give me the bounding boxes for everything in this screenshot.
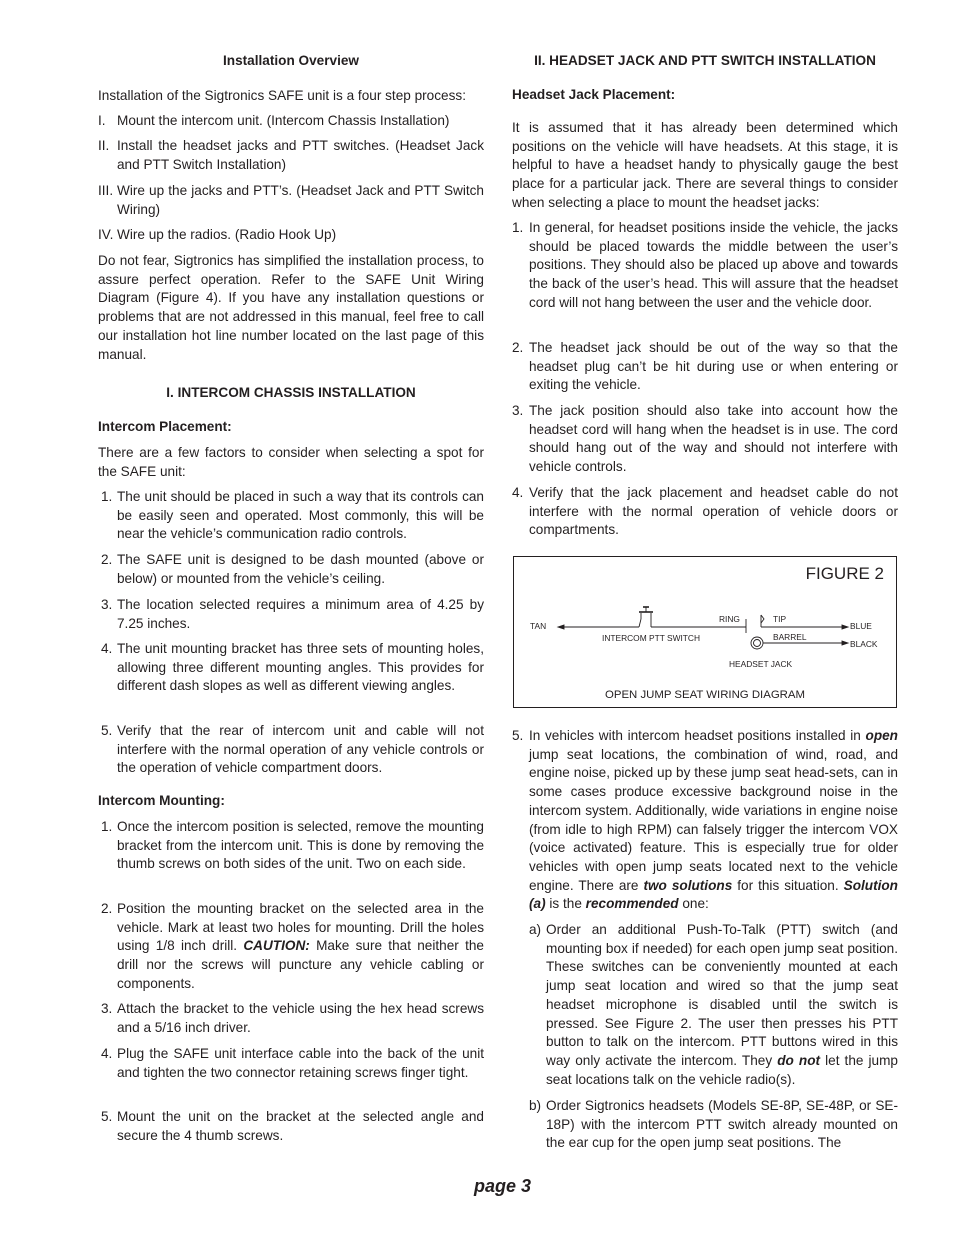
overview-step: II. Install the headset jacks and PTT switches. (Headset Jack and PTT Switch Installation) bbox=[98, 138, 484, 172]
figure-caption: OPEN JUMP SEAT WIRING DIAGRAM bbox=[605, 689, 805, 701]
blue-arrow bbox=[842, 625, 848, 629]
placement-item: 4. The unit mounting bracket has three sets of mounting holes, allowing three different mounting angles. This provides for different dash slopes as well as different viewing angles. bbox=[101, 641, 484, 694]
tip-spring bbox=[761, 615, 764, 623]
placement-heading: Intercom Placement: bbox=[98, 419, 232, 434]
overview-closing: Do not fear, Sigtronics has simplified the installation process, to assure perfect operation. Refer to the SAFE Unit Wiring Diagram (Figure 4). If you have any installation questions or problems that are not addressed in this manual, feel free to call our installation hot line number located on the last page of this manual. bbox=[98, 253, 484, 362]
chassis-heading: I. INTERCOM CHASSIS INSTALLATION bbox=[166, 385, 416, 400]
solution-a-item: a) Order an additional Push-To-Talk (PTT) switch (and mounting box if needed) for each open jump seat position. These switches can be conveniently mounted at each jump seat location and wired so that the jump seat headset microphone is disabled until the switch is pressed. See Figure 2. The user then presses his PTT button to talk on the intercom. PTT buttons wired in this way only activate the intercom. They do not let the jump seat locations talk on the vehicle radio(s). bbox=[529, 922, 898, 1087]
page-number: page 3 bbox=[474, 1176, 532, 1196]
figure-title: FIGURE 2 bbox=[805, 564, 884, 583]
placement-intro: There are a few factors to consider when selecting a spot for the SAFE unit: bbox=[98, 445, 484, 479]
two-solutions-emphasis: two solutions bbox=[643, 877, 733, 893]
open-emphasis: open bbox=[865, 728, 898, 743]
recommended-emphasis: recommended bbox=[585, 896, 679, 912]
ptt-switch-label: INTERCOM PTT SWITCH bbox=[602, 633, 701, 643]
placement-item: 3. The location selected requires a minimum area of 4.25 by 7.25 inches. bbox=[101, 597, 484, 631]
overview-step: III. Wire up the jacks and PTT’s. (Headset Jack and PTT Switch Wiring) bbox=[98, 183, 484, 217]
jack-item: 3. The jack position should also take into account how the headset cord will hang when the headset is in use. The cord should hang out of the way and should not interfere with vehicle controls. bbox=[512, 403, 898, 475]
do-not-emphasis: do not bbox=[777, 1052, 821, 1068]
jack-item: 4. Verify that the jack placement and headset cable do not interfere with the normal operation of vehicle doors or compartments. bbox=[512, 485, 898, 538]
tan-arrow bbox=[558, 625, 564, 629]
jack-item: 1. In general, for headset positions inside the vehicle, the jacks should be placed towards the middle between the user’s positions. They should also be placed up above and towards the back of the user’s head. This will assure that the headset cord will not hang between the user and the vehicle door. bbox=[512, 220, 898, 310]
solution-b-item: b) Order Sigtronics headsets (Models SE-8P, SE-48P, or SE-18P) with the intercom PTT switch already mounted on the ear cup for the open jump seat positions. The bbox=[529, 1098, 898, 1151]
jack-item: 2. The headset jack should be out of the way so that the headset plug can’t be hit during use or when entering or exiting the vehicle. bbox=[512, 340, 898, 393]
barrel-circle bbox=[751, 637, 763, 649]
jack-heading: Headset Jack Placement: bbox=[512, 87, 676, 102]
blue-label: BLUE bbox=[850, 621, 872, 631]
jack-item-5: 5. In vehicles with intercom headset positions installed in open jump seat locations, the combination of wind, road, and engine noise, picked up by these jump seat head-sets, can in some cases produce excessive background noise in the intercom system. Additionally, wide variations in engine noise (from idle to high RPM) can falsely trigger the intercom VOX (voice activated) feature. This is especially true for older vehicles with open jump seats located next to the vehicle engine. There are two solutions for this situation. Solution (a) is the recommended one: bbox=[512, 728, 898, 912]
caution-label: CAUTION: bbox=[243, 938, 310, 954]
mounting-item: 4. Plug the SAFE unit interface cable into the back of the unit and tighten the two connector retaining screws finger tight. bbox=[101, 1046, 484, 1080]
mounting-heading: Intercom Mounting: bbox=[98, 793, 225, 808]
overview-intro: Installation of the Sigtronics SAFE unit is a four step process: bbox=[98, 88, 466, 103]
tan-label: TAN bbox=[530, 621, 547, 631]
overview-step: IV. Wire up the radios. (Radio Hook Up) bbox=[98, 227, 337, 242]
ring-label: RING bbox=[719, 614, 740, 624]
mounting-item: 2. Position the mounting bracket on the selected area in the vehicle. Mark at least two holes for mounting. Drill the holes using 1/8 inch drill. CAUTION: Make sure that neither the drill nor the screws will puncture any vehicle cabling or components. bbox=[101, 901, 484, 991]
jack-intro: It is assumed that it has already been determined which positions on the vehicle will have headsets. At this stage, it is helpful to have a headset handy to physically gauge the best place for a particular jack. There are several things to consider when selecting a place to mount the headset jacks: bbox=[512, 120, 898, 210]
section-heading: II. HEADSET JACK AND PTT SWITCH INSTALLATION bbox=[534, 53, 876, 68]
wiring-diagram bbox=[514, 557, 898, 709]
black-label: BLACK bbox=[850, 639, 878, 649]
black-arrow bbox=[842, 641, 848, 645]
mounting-item: 1. Once the intercom position is selected, remove the mounting bracket from the intercom unit. This is done by removing the thumb screws on both sides of the unit. Two on each side. bbox=[101, 819, 484, 872]
mounting-item: 5. Mount the unit on the bracket at the selected angle and secure the 4 thumb screws. bbox=[101, 1109, 484, 1143]
figure-2 bbox=[513, 556, 897, 708]
headset-jack-label: HEADSET JACK bbox=[729, 659, 793, 669]
overview-step: I. Mount the intercom unit. (Intercom Chassis Installation) bbox=[98, 113, 450, 128]
ptt-switch-lead bbox=[639, 619, 641, 627]
solution-a-emphasis: Solution (a) bbox=[529, 877, 898, 912]
overview-heading: Installation Overview bbox=[223, 53, 359, 68]
placement-item: 2. The SAFE unit is designed to be dash mounted (above or below) or mounted from the vehicle’s ceiling. bbox=[101, 552, 484, 586]
tip-label: TIP bbox=[773, 614, 787, 624]
placement-item: 5. Verify that the rear of intercom unit and cable will not interfere with the normal operation of any vehicle controls or the operation of vehicle compartment doors. bbox=[101, 723, 484, 776]
barrel-label: BARREL bbox=[773, 632, 807, 642]
placement-item: 1. The unit should be placed in such a way that its controls can be easily seen and operated. Most commonly, this will be near the vehicle’s communication radio controls. bbox=[101, 489, 484, 542]
barrel-inner bbox=[754, 640, 761, 647]
mounting-item: 3. Attach the bracket to the vehicle using the hex head screws and a 5/16 inch driver. bbox=[101, 1001, 484, 1035]
